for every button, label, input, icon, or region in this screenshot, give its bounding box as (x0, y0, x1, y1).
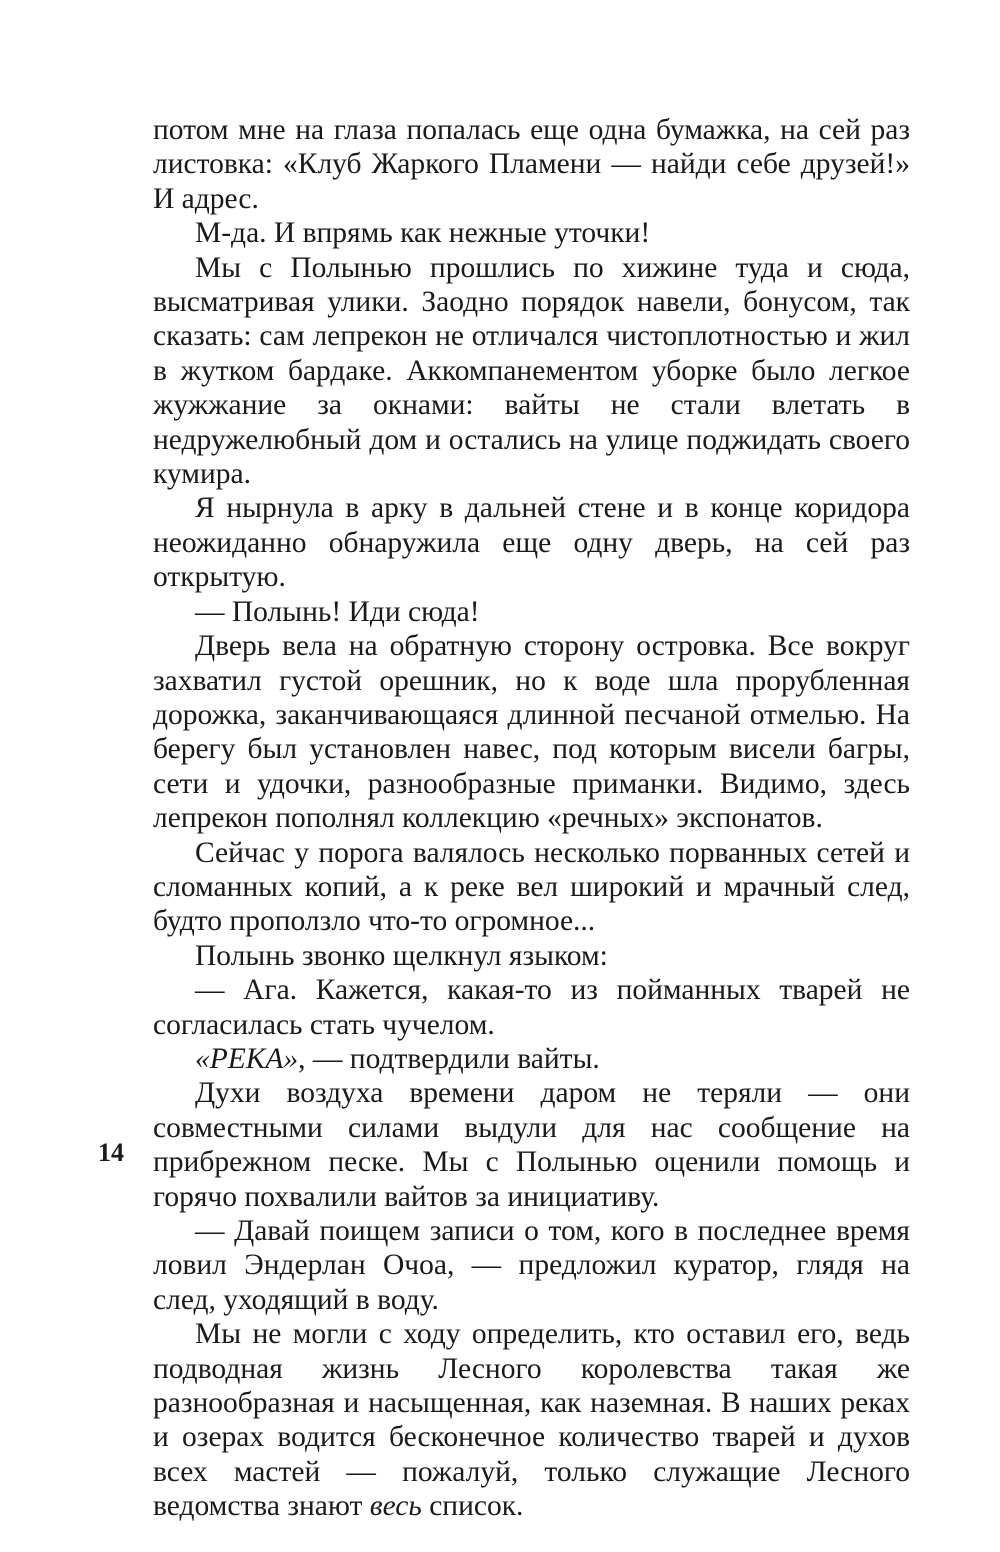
text-segment: — Ага. Кажется, какая-то из пойманных тварей не согласилась стать чучелом. (153, 974, 910, 1041)
paragraph (153, 113, 910, 216)
italic-segment: «РЕКА» (195, 1042, 299, 1075)
text-segment: Сейчас у порога валялось несколько порванных сетей и сломанных копий, а к реке вел широкий и мрачный след, будто проползло что-то огромное... (153, 836, 910, 938)
paragraph (153, 973, 910, 1042)
text-segment: Полынь звонко щелкнул языком: (195, 939, 608, 972)
text-segment: — Давай поищем записи о том, кого в последнее время ловил Эндерлан Очоа, — предложил куратор, глядя на след, уходящий в воду. (153, 1215, 910, 1316)
paragraph (153, 216, 910, 250)
paragraph (153, 1076, 910, 1214)
italic-segment: весь (369, 1490, 422, 1523)
text-segment: Духи воздуха времени даром не теряли — они совместными силами выдули для нас сообщение на прибрежном песке. Мы с Полынью оценили помощь и горячо похвалили вайтов за инициативу. (153, 1077, 910, 1213)
page-number: 14 (98, 1138, 124, 1167)
text-segment: Мы с Полынью прошлись по хижине туда и сюда, высматривая улики. Заодно порядок навели, бонусом, так сказать: сам лепрекон не отличался чистоплотностью и жил в жутком бардаке. Аккомпанементом уборке было легкое жужжание за окнами: вайты не стали влетать в недружелюбный дом и остались на улице поджидать своего кумира. (153, 251, 910, 491)
paragraph (153, 595, 910, 629)
paragraph (153, 251, 910, 492)
text-segment: потом мне на глаза попалась еще одна бумажка, на сей раз листовка: «Клуб Жаркого Пламени — найди себе друзей!» И адрес. (153, 114, 910, 215)
text-segment: Мы не могли с ходу определить, кто оставил его, ведь подводная жизнь Лесного королевства такая же разнообразная и насыщенная, как наземная. В наших реках и озерах водится бесконечное количество тварей и духов всех мастей — пожалуй, только служащие Лесного ведомства знают (153, 1318, 910, 1523)
paragraph (153, 1214, 910, 1317)
text-segment: список. (421, 1490, 524, 1523)
paragraph (153, 491, 910, 594)
text-segment: Я нырнула в арку в дальней стене и в конце коридора неожиданно обнаружила еще одну дверь, на сей раз открытую. (153, 492, 910, 594)
text-segment: М-да. И впрямь как нежные уточки! (195, 217, 651, 250)
paragraph (153, 1042, 910, 1076)
paragraph (153, 1317, 910, 1523)
paragraph (153, 629, 910, 835)
text-segment: — Полынь! Иди сюда! (195, 595, 480, 628)
text-segment: , — подтвердили вайты. (298, 1042, 600, 1075)
paragraph (153, 836, 910, 939)
body-text (153, 113, 910, 1524)
text-segment: Дверь вела на обратную сторону островка. Все вокруг захватил густой орешник, но к воде шла прорубленная дорожка, заканчивающаяся длинной песчаной отмелью. На берегу был установлен навес, под которым висели багры, сети и удочки, разнообразные приманки. Видимо, здесь лепрекон пополнял коллекцию «речных» экспонатов. (153, 630, 910, 835)
paragraph (153, 939, 910, 973)
